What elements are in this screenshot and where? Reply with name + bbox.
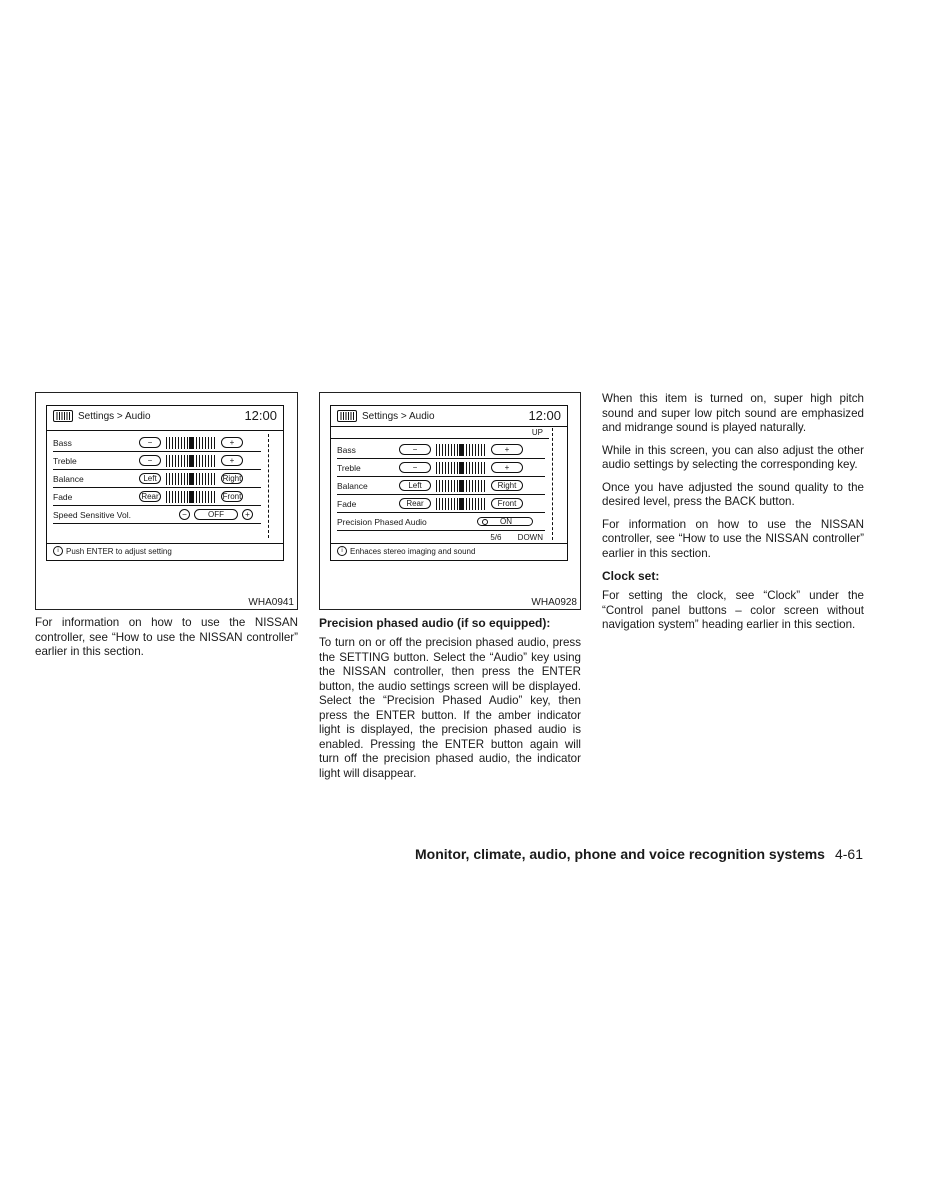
setting-row-fade[interactable] [337, 495, 545, 513]
scrollbar[interactable] [268, 434, 279, 538]
row-label: Balance [337, 480, 368, 491]
screen-title [53, 410, 151, 422]
speed-value-toggle[interactable]: OFF [194, 509, 238, 520]
screen-hint [337, 546, 475, 556]
setting-row-bass[interactable] [337, 441, 545, 459]
row-label: Speed Sensitive Vol. [53, 509, 131, 520]
screen-clock: 12:00 [528, 408, 561, 423]
setting-row-speed-sensitive[interactable] [53, 506, 261, 524]
level-bar [166, 455, 216, 467]
paragraph: When this item is turned on, super high pitch sound and super low pitch sound are emphasized and midrange sound is played naturally. [602, 392, 864, 434]
row-label: Treble [53, 455, 77, 466]
plus-button[interactable]: + [491, 462, 523, 473]
page-indicator [490, 533, 543, 542]
minus-button[interactable]: − [139, 455, 161, 466]
paragraph: Once you have adjusted the sound quality to the desired level, press the BACK button. [602, 480, 864, 508]
setting-row-balance[interactable] [337, 477, 545, 495]
footer-title: Monitor, climate, audio, phone and voice recognition systems [415, 846, 825, 862]
minus-button[interactable]: − [399, 462, 431, 473]
section-heading: Clock set: [602, 569, 660, 583]
row-label: Bass [337, 444, 356, 455]
plus-button[interactable]: + [491, 444, 523, 455]
page-footer [400, 846, 863, 862]
front-button[interactable]: Front [222, 491, 242, 501]
row-label: Bass [53, 437, 72, 448]
setting-row-treble[interactable] [337, 459, 545, 477]
minus-button[interactable]: − [399, 444, 431, 455]
menu-icon [53, 410, 73, 422]
info-icon: i [53, 546, 63, 556]
screen-hint [53, 546, 172, 556]
setting-row-balance[interactable] [53, 470, 261, 488]
right-button[interactable]: Right [222, 473, 242, 483]
figure-id: WHA0928 [531, 597, 577, 608]
audio-settings-screen [330, 405, 568, 561]
row-label: Fade [53, 491, 73, 502]
setting-row-treble[interactable] [53, 452, 261, 470]
screen-title-text: Settings > Audio [78, 410, 151, 422]
row-label: Fade [337, 498, 357, 509]
rear-button[interactable]: Rear [399, 498, 431, 509]
scroll-down-label[interactable]: DOWN [517, 533, 543, 542]
level-bar [436, 462, 486, 474]
paragraph: For setting the clock, see “Clock” under the “Control panel buttons – color screen without navigation system” heading earlier in this section. [602, 589, 864, 631]
column-1 [35, 392, 298, 668]
scrollbar[interactable] [552, 428, 563, 540]
scroll-up-label[interactable]: UP [531, 428, 543, 437]
screen-clock: 12:00 [244, 408, 277, 423]
plus-circle-button[interactable]: + [242, 509, 253, 520]
hint-text: Push ENTER to adjust setting [66, 546, 172, 556]
plus-button[interactable]: + [221, 455, 243, 466]
menu-icon [337, 410, 357, 422]
level-bar [436, 444, 486, 456]
ppa-toggle[interactable] [477, 517, 533, 526]
hint-text: Enhaces stereo imaging and sound [350, 546, 476, 556]
audio-settings-screen [46, 405, 284, 561]
paragraph: To turn on or off the precision phased audio, press the SETTING button. Select the “Audio” key using the NISSAN controller, then press the ENTER button, the audio settings screen will be displayed. Select the “Precision Phased Audio” key, then press the ENTER button. If the amber indicator light is displayed, the precision phased audio is enabled. Pressing the ENTER button again will turn off the precision phased audio, the indicator light will disappear. [319, 636, 581, 780]
footer-divider [331, 543, 567, 544]
plus-button[interactable]: + [221, 437, 243, 448]
level-bar [436, 480, 486, 492]
row-label: Treble [337, 462, 361, 473]
left-button[interactable]: Left [399, 480, 431, 491]
setting-row-bass[interactable] [53, 434, 261, 452]
column-2 [319, 392, 581, 789]
screen-title-text: Settings > Audio [362, 410, 435, 422]
setting-row-precision-phased-audio[interactable] [337, 513, 545, 531]
level-bar [166, 473, 216, 485]
figure-audio-settings [35, 392, 298, 610]
page-number: 4-61 [834, 846, 863, 862]
figure-precision-phased-audio [319, 392, 581, 610]
row-label: Balance [53, 473, 84, 484]
paragraph: For information on how to use the NISSAN controller, see “How to use the NISSAN controller” earlier in this section. [35, 616, 298, 658]
right-button[interactable]: Right [491, 480, 523, 491]
page-number: 5/6 [490, 533, 502, 542]
title-divider [331, 426, 567, 427]
left-button[interactable]: Left [139, 473, 161, 484]
footer-divider [47, 543, 283, 544]
row-label: Precision Phased Audio [337, 516, 427, 527]
minus-button[interactable]: − [139, 437, 161, 448]
indicator-light-icon [482, 519, 488, 525]
rear-button[interactable]: Rear [139, 491, 161, 502]
minus-circle-button[interactable]: − [179, 509, 190, 520]
level-bar [166, 491, 216, 503]
section-heading: Precision phased audio (if so equipped): [319, 616, 551, 630]
up-divider [331, 438, 549, 439]
paragraph: For information on how to use the NISSAN controller, see “How to use the NISSAN controller” earlier in this section. [602, 517, 864, 560]
setting-row-fade[interactable] [53, 488, 261, 506]
info-icon: i [337, 546, 347, 556]
column-3 [602, 392, 864, 641]
front-button[interactable]: Front [491, 498, 523, 509]
level-bar [436, 498, 486, 510]
figure-id: WHA0941 [248, 597, 294, 608]
screen-title [337, 410, 435, 422]
ppa-value: ON [500, 516, 512, 526]
level-bar [166, 437, 216, 449]
title-divider [47, 430, 283, 431]
paragraph: While in this screen, you can also adjust the other audio settings by selecting the corresponding key. [602, 443, 864, 471]
